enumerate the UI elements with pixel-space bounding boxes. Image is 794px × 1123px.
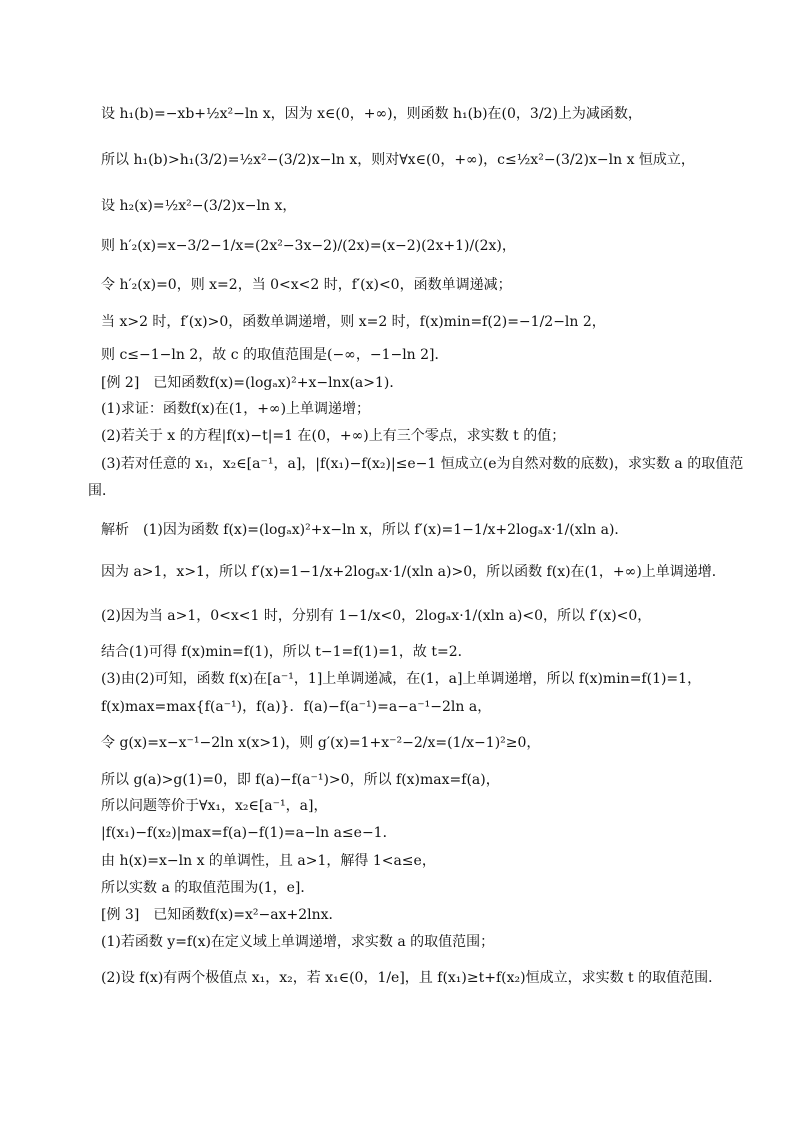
text-line: 结合(1)可得 f(x)min=f(1)，所以 t−1=f(1)=1，故 t=2． xyxy=(101,644,472,660)
text-line: (2)因为当 a>1，0<x<1 时，分别有 1−1/x<0，2logₐx·1/(xln a)<0，所以 f′(x)<0， xyxy=(101,608,652,624)
text-line: f(x)max=max{f(a⁻¹)，f(a)}．f(a)−f(a⁻¹)=a−a⁻¹−2ln a， xyxy=(101,699,492,715)
text-line: (3)由(2)可知，函数 f(x)在[a⁻¹，1]上单调递减，在(1，a]上单调递增，所以 f(x)min=f(1)=1， xyxy=(101,671,702,687)
text-line: (2)若关于 x 的方程|f(x)−t|=1 在(0，+∞)上有三个零点，求实数 t 的值； xyxy=(101,428,566,444)
example-3-heading: [例 3] 已知函数f(x)=x²−ax+2lnx． xyxy=(101,907,343,923)
text-line: (1)求证：函数f(x)在(1，+∞)上单调递增； xyxy=(101,401,371,417)
text-line: 所以 g(a)>g(1)=0，即 f(a)−f(a⁻¹)>0，所以 f(x)max=f(a)， xyxy=(101,772,500,788)
text-line: |f(x₁)−f(x₂)|max=f(a)−f(1)=a−ln a≤e−1． xyxy=(101,825,397,841)
text-line: 设 h₂(x)=½x²−(3/2)x−ln x， xyxy=(101,198,297,214)
text-line: 围． xyxy=(88,483,116,499)
text-line: 设 h₁(b)=−xb+½x²−ln x，因为 x∈(0，+∞)，则函数 h₁(b)在(0，3/2)上为减函数， xyxy=(101,106,642,122)
text-line: 由 h(x)=x−ln x 的单调性，且 a>1，解得 1<a≤e， xyxy=(101,853,436,869)
text-line: (2)设 f(x)有两个极值点 x₁，x₂，若 x₁∈(0，1/e]，且 f(x₁)≥t+f(x₂)恒成立，求实数 t 的取值范围． xyxy=(101,970,723,986)
text-line: 当 x>2 时，f′(x)>0，函数单调递增，则 x=2 时，f(x)min=f(2)=−1/2−ln 2， xyxy=(101,314,606,330)
text-line: 则 c≤−1−ln 2，故 c 的取值范围是(−∞，−1−ln 2]． xyxy=(101,347,449,363)
text-line: (3)若对任意的 x₁，x₂∈[a⁻¹，a]，|f(x₁)−f(x₂)|≤e−1 恒成立(e为自然对数的底数)，求实数 a 的取值范 xyxy=(101,456,744,472)
text-line: 令 h′₂(x)=0，则 x=2，当 0<x<2 时，f′(x)<0，函数单调递减； xyxy=(101,277,512,293)
text-line: 则 h′₂(x)=x−3/2−1/x=(2x²−3x−2)/(2x)=(x−2)(2x+1)/(2x)， xyxy=(101,238,516,254)
text-line: 因为 a>1，x>1，所以 f′(x)=1−1/x+2logₐx·1/(xln a)>0，所以函数 f(x)在(1，+∞)上单调递增． xyxy=(101,564,726,580)
solution-line: 解析 (1)因为函数 f(x)=(logₐx)²+x−ln x，所以 f′(x)=1−1/x+2logₐx·1/(xln a)． xyxy=(101,522,629,538)
text-line: 所以实数 a 的取值范围为(1，e]． xyxy=(101,880,315,896)
text-line: 所以问题等价于∀x₁，x₂∈[a⁻¹，a]， xyxy=(101,798,328,814)
text-line: 所以 h₁(b)>h₁(3/2)=½x²−(3/2)x−ln x，则对∀x∈(0，+∞)，c≤½x²−(3/2)x−ln x 恒成立， xyxy=(101,152,695,168)
text-line: 令 g(x)=x−x⁻¹−2ln x(x>1)，则 g′(x)=1+x⁻²−2/x=(1/x−1)²≥0， xyxy=(101,735,541,751)
text-line: (1)若函数 y=f(x)在定义域上单调递增，求实数 a 的取值范围； xyxy=(101,934,495,950)
example-2-heading: [例 2] 已知函数f(x)=(logₐx)²+x−lnx(a>1)． xyxy=(101,375,404,391)
